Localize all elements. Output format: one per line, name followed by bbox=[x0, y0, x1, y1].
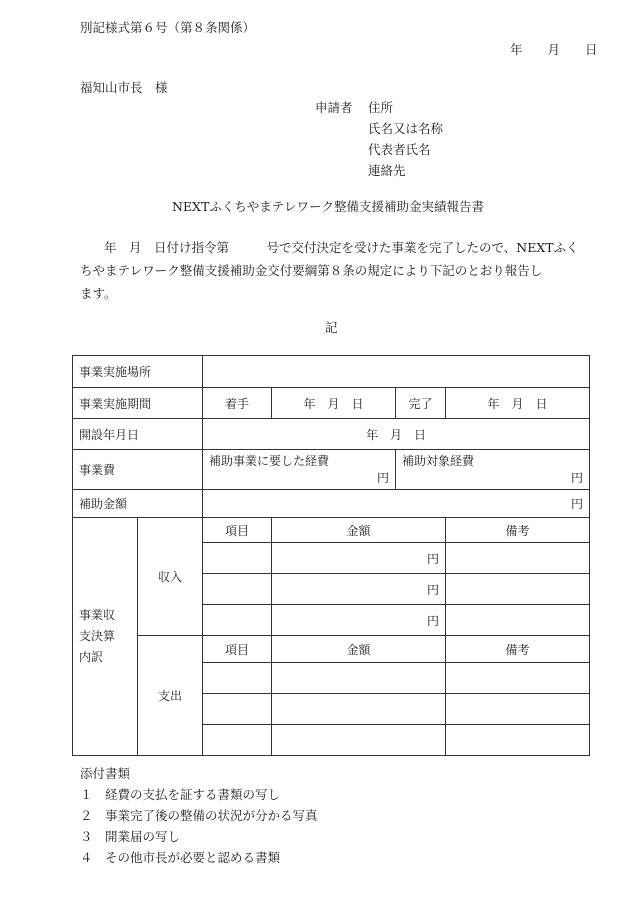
body-line-2: ちやまテレワーク整備支援補助金交付要綱第８条の規定により下記のとおり報告し bbox=[80, 263, 543, 278]
table-row bbox=[73, 636, 590, 663]
document-title: NEXTふくちやまテレワーク整備支援補助金実績報告書 bbox=[172, 199, 485, 214]
income-item-cell[interactable] bbox=[203, 574, 272, 605]
applicant-label: 申請者 bbox=[315, 100, 353, 115]
breakdown-label-line: 内訳 bbox=[79, 650, 104, 664]
expense-note-cell[interactable] bbox=[446, 725, 590, 756]
income-amount-cell[interactable]: 円 bbox=[272, 574, 446, 605]
body-line-3: ます。 bbox=[80, 286, 117, 301]
expense-item-cell[interactable] bbox=[203, 663, 272, 694]
period-label: 事業実施期間 bbox=[73, 388, 203, 419]
cost-target-label: 補助対象経費 bbox=[402, 454, 475, 468]
applicant-contact-label: 連絡先 bbox=[368, 163, 406, 178]
cost-label: 事業費 bbox=[73, 450, 203, 490]
attachment-item: １ 経費の支払を証する書類の写し bbox=[80, 787, 281, 802]
location-value[interactable] bbox=[203, 356, 590, 388]
income-item-cell[interactable] bbox=[203, 605, 272, 636]
income-amount-cell[interactable]: 円 bbox=[272, 605, 446, 636]
period-end-label: 完了 bbox=[396, 388, 446, 419]
income-col-note: 備考 bbox=[446, 518, 590, 543]
expense-col-item: 項目 bbox=[203, 636, 272, 663]
table-row bbox=[73, 356, 590, 388]
breakdown-label-line: 事業収 bbox=[79, 608, 116, 622]
expense-note-cell[interactable] bbox=[446, 663, 590, 694]
expense-col-amount: 金額 bbox=[272, 636, 446, 663]
form-number: 別記様式第６号（第８条関係） bbox=[80, 20, 256, 35]
table-row bbox=[73, 419, 590, 450]
table-row bbox=[73, 450, 590, 490]
applicant-name-label: 氏名又は名称 bbox=[368, 121, 444, 136]
attachment-item: ３ 開業届の写し bbox=[80, 829, 181, 844]
expense-col-note: 備考 bbox=[446, 636, 590, 663]
body-line-1: 年 月 日付け指令第 号で交付決定を受けた事業を完了したので、NEXTふく bbox=[104, 240, 579, 255]
cost-required-yen: 円 bbox=[377, 471, 390, 485]
addressee: 福知山市長 様 bbox=[80, 80, 168, 95]
income-amount-cell[interactable]: 円 bbox=[272, 543, 446, 574]
income-note-cell[interactable] bbox=[446, 574, 590, 605]
expense-amount-cell[interactable] bbox=[272, 694, 446, 725]
expense-amount-cell[interactable] bbox=[272, 663, 446, 694]
expense-label: 支出 bbox=[138, 636, 203, 756]
expense-item-cell[interactable] bbox=[203, 725, 272, 756]
breakdown-label-line: 支決算 bbox=[79, 629, 116, 643]
attachment-item: ４ その他市長が必要と認める書類 bbox=[80, 850, 281, 865]
applicant-address-label: 住所 bbox=[368, 100, 394, 115]
income-note-cell[interactable] bbox=[446, 605, 590, 636]
date-line: 年 月 日 bbox=[510, 42, 598, 57]
cost-required-label: 補助事業に要した経費 bbox=[209, 454, 330, 468]
opening-date[interactable]: 年 月 日 bbox=[203, 419, 590, 450]
location-label: 事業実施場所 bbox=[73, 356, 203, 388]
income-item-cell[interactable] bbox=[203, 543, 272, 574]
expense-note-cell[interactable] bbox=[446, 694, 590, 725]
expense-amount-cell[interactable] bbox=[272, 725, 446, 756]
expense-item-cell[interactable] bbox=[203, 694, 272, 725]
period-end-date[interactable]: 年 月 日 bbox=[446, 388, 590, 419]
period-start-label: 着手 bbox=[203, 388, 272, 419]
subsidy-label: 補助金額 bbox=[73, 490, 203, 518]
income-col-item: 項目 bbox=[203, 518, 272, 543]
attachments-heading: 添付書類 bbox=[80, 766, 131, 781]
report-table bbox=[72, 355, 590, 756]
attachment-item: ２ 事業完了後の整備の状況が分かる写真 bbox=[80, 808, 318, 823]
income-col-amount: 金額 bbox=[272, 518, 446, 543]
table-row bbox=[73, 518, 590, 543]
cost-target-cell[interactable] bbox=[396, 450, 590, 490]
income-label: 収入 bbox=[138, 518, 203, 636]
opening-label: 開設年月日 bbox=[73, 419, 203, 450]
breakdown-label bbox=[73, 518, 138, 756]
table-row bbox=[73, 388, 590, 419]
ki-heading: 記 bbox=[325, 320, 338, 335]
income-note-cell[interactable] bbox=[446, 543, 590, 574]
subsidy-yen[interactable]: 円 bbox=[203, 490, 590, 518]
period-start-date[interactable]: 年 月 日 bbox=[272, 388, 396, 419]
cost-required-cell[interactable] bbox=[203, 450, 396, 490]
cost-target-yen: 円 bbox=[571, 471, 584, 485]
applicant-representative-label: 代表者氏名 bbox=[368, 142, 431, 157]
table-row bbox=[73, 490, 590, 518]
